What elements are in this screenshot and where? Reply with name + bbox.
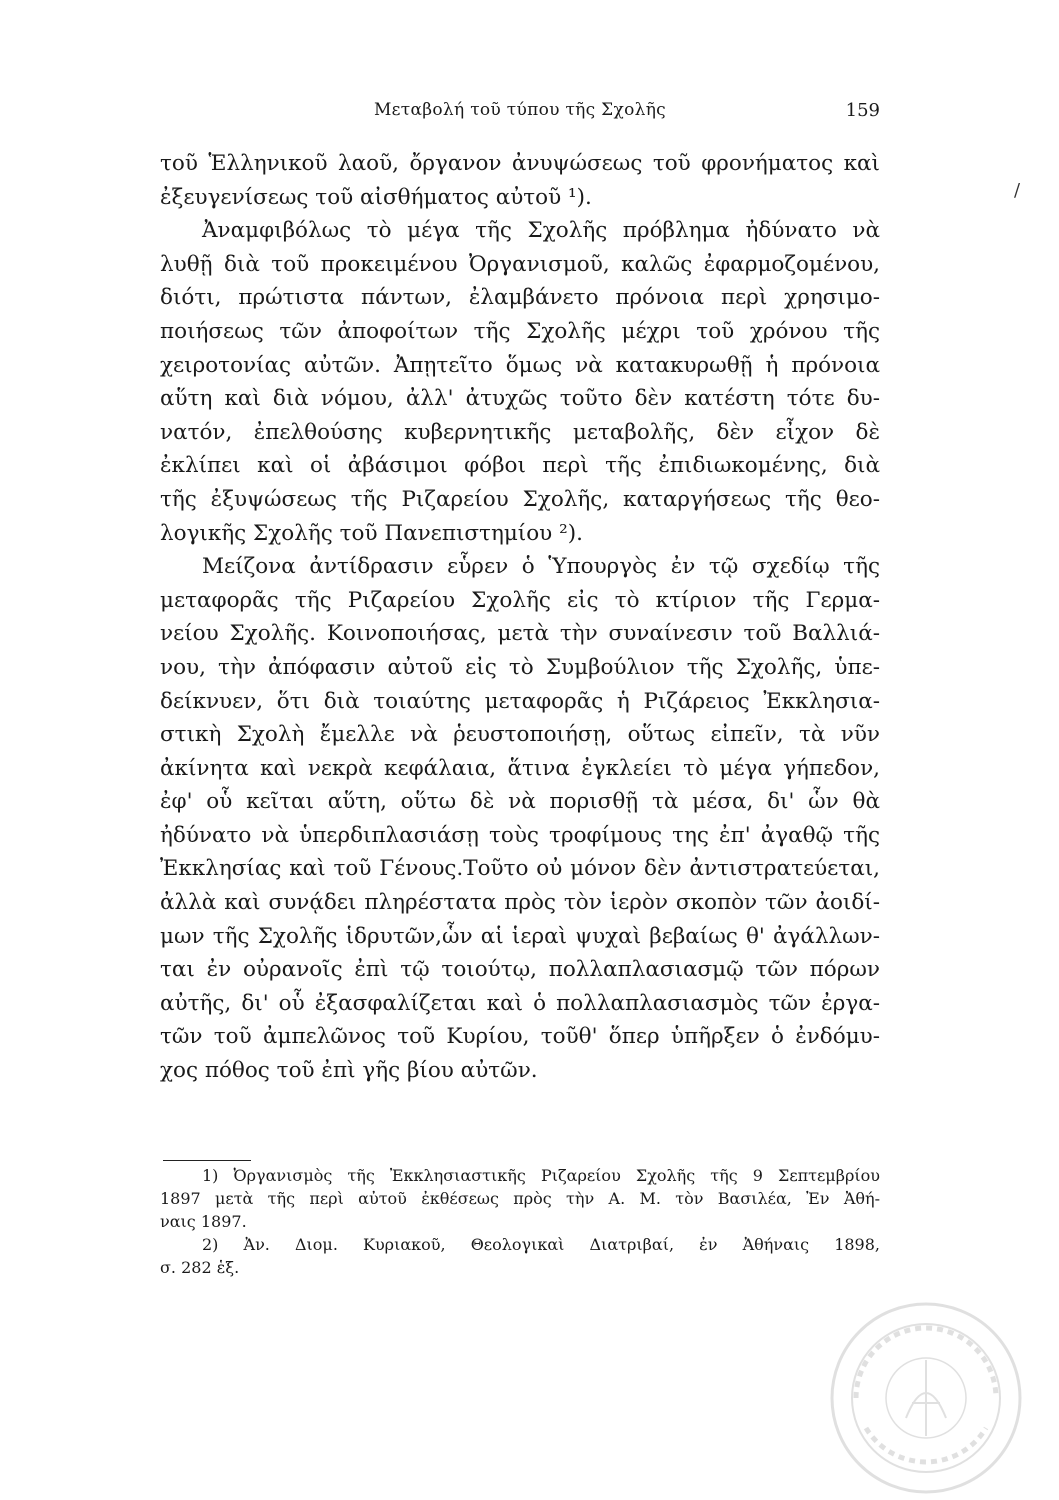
text-line: μων τῆς Σχολῆς ἱδρυτῶν,ὧν αἱ ἱεραὶ ψυχαὶ βεβαίως θ' ἀγάλλων- [160, 923, 880, 949]
page-number: 159 [845, 100, 880, 121]
margin-mark: / [1014, 180, 1021, 201]
text-line: ποιήσεως τῶν ἀποφοίτων τῆς Σχολῆς μέχρι τοῦ χρόνου τῆς [160, 318, 880, 344]
text-line: ἐκλίπει καὶ οἱ ἀβάσιμοι φόβοι περὶ τῆς ἐπιδιωκομένης, διὰ [160, 453, 880, 479]
text-line: μεταφορᾶς τῆς Ριζαρείου Σχολῆς εἰς τὸ κτίριον τῆς Γερμα- [160, 587, 880, 613]
footnote-line: σ. 282 ἑξ. [160, 1258, 240, 1277]
text-line: δείκνυεν, ὅτι διὰ τοιαύτης μεταφορᾶς ἡ Ριζάρειος Ἐκκλησια- [160, 688, 880, 714]
text-line: νατόν, ἐπελθούσης κυβερνητικῆς μεταβολῆς, δὲν εἶχον δὲ [160, 419, 880, 445]
text-line: Μείζονα ἀντίδρασιν εὗρεν ὁ Ὑπουργὸς ἐν τῷ σχεδίῳ τῆς [202, 554, 880, 580]
footnote-line: 1897 μετὰ τῆς περὶ αὐτοῦ ἐκθέσεως πρὸς τὴν Α. Μ. τὸν Βασιλέα, Ἐν Ἀθή- [160, 1189, 880, 1208]
body-text [160, 147, 880, 1088]
text-line: αὕτη καὶ διὰ νόμου, ἀλλ' ἀτυχῶς τοῦτο δὲν κατέστη τότε δυ- [160, 386, 880, 412]
text-line: στικὴ Σχολὴ ἔμελλε νὰ ῥευστοποιήσῃ, οὕτως εἰπεῖν, τὰ νῦν [160, 722, 880, 748]
text-line: ἐφ' οὗ κεῖται αὕτη, οὕτω δὲ νὰ πορισθῇ τὰ μέσα, δι' ὧν θὰ [160, 789, 880, 815]
text-line: χος πόθος τοῦ ἐπὶ γῆς βίου αὐτῶν. [160, 1058, 538, 1084]
text-line: τοῦ Ἑλληνικοῦ λαοῦ, ὄργανον ἀνυψώσεως τοῦ φρονήματος καὶ [160, 151, 880, 176]
text-line: ἠδύνατο νὰ ὑπερδιπλασιάσῃ τοὺς τροφίμους της ἐπ' ἀγαθῷ τῆς [160, 822, 880, 848]
text-line: ἀλλὰ καὶ συνᾴδει πληρέστατα πρὸς τὸν ἱερὸν σκοπὸν τῶν ἀοιδί- [160, 890, 880, 916]
text-line: Ἐκκλησίας καὶ τοῦ Γένους.Τοῦτο οὐ μόνον δὲν ἀντιστρατεύεται, [160, 856, 880, 882]
library-seal-icon [826, 1298, 1026, 1498]
footnote-line: 1) Ὀργανισμὸς τῆς Ἐκκλησιαστικῆς Ριζαρείου Σχολῆς τῆς 9 Σεπτεμβρίου [202, 1166, 880, 1185]
text-line: λυθῇ διὰ τοῦ προκειμένου Ὀργανισμοῦ, καλῶς ἐφαρμοζομένου, [160, 251, 880, 277]
text-line: χειροτονίας αὐτῶν. Ἀπῃτεῖτο ὅμως νὰ κατακυρωθῇ ἡ πρόνοια [160, 352, 880, 378]
text-line: λογικῆς Σχολῆς τοῦ Πανεπιστημίου ²). [160, 520, 583, 546]
text-line: ται ἐν οὐρανοῖς ἐπὶ τῷ τοιούτῳ, πολλαπλασιασμῷ τῶν πόρων [160, 957, 880, 983]
text-line: ἀκίνητα καὶ νεκρὰ κεφάλαια, ἅτινα ἐγκλείει τὸ μέγα γήπεδον, [160, 755, 880, 781]
text-line: Ἀναμφιβόλως τὸ μέγα τῆς Σχολῆς πρόβλημα ἠδύνατο νὰ [202, 218, 880, 244]
footnote-line: 2) Ἀν. Διομ. Κυριακοῦ, Θεολογικαὶ Διατριβαί, ἐν Ἀθήναις 1898, [202, 1235, 880, 1254]
text-line: τῶν τοῦ ἀμπελῶνος τοῦ Κυρίου, τοῦθ' ὅπερ ὑπῆρξεν ὁ ἐνδόμυ- [160, 1024, 880, 1050]
footnotes [160, 1164, 880, 1279]
running-head [160, 100, 880, 128]
text-line: τῆς ἐξυψώσεως τῆς Ριζαρείου Σχολῆς, καταργήσεως τῆς θεο- [160, 486, 880, 512]
text-line: νου, τὴν ἀπόφασιν αὐτοῦ εἰς τὸ Συμβούλιον τῆς Σχολῆς, ὑπε- [160, 654, 880, 680]
running-title: Μεταβολή τοῦ τύπου τῆς Σχολῆς [373, 100, 667, 120]
footnote-line: ναις 1897. [160, 1212, 247, 1231]
text-line: αὐτῆς, δι' οὗ ἐξασφαλίζεται καὶ ὁ πολλαπλασιασμὸς τῶν ἐργα- [160, 990, 880, 1016]
text-line: νείου Σχολῆς. Κοινοποιήσας, μετὰ τὴν συναίνεσιν τοῦ Βαλλιά- [160, 621, 880, 647]
footnote-divider [163, 1160, 251, 1161]
text-line: διότι, πρώτιστα πάντων, ἐλαμβάνετο πρόνοια περὶ χρησιμο- [160, 285, 880, 311]
text-line: ἐξευγενίσεως τοῦ αἰσθήματος αὐτοῦ ¹). [160, 184, 592, 210]
